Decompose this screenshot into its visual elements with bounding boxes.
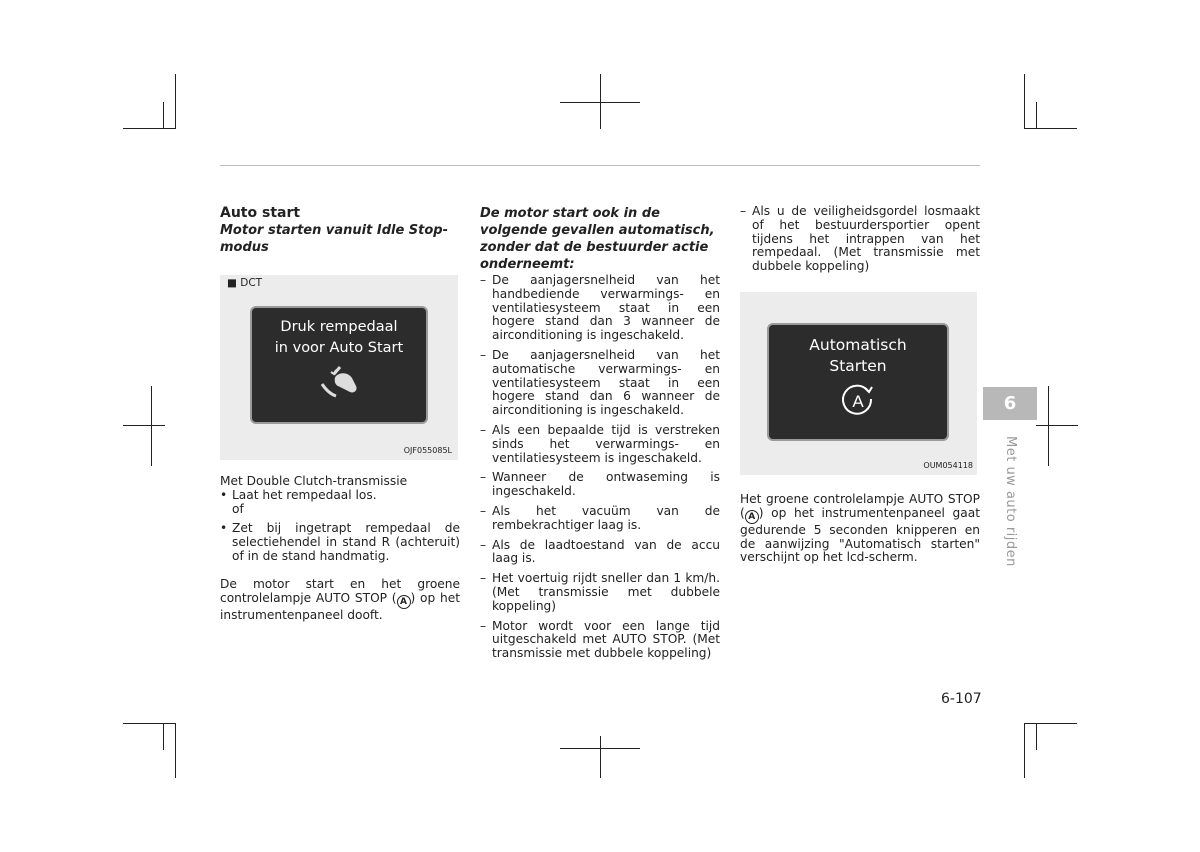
list-item: – Het voertuig rijdt sneller dan 1 km/h. (Met transmissie met dubbele koppeling): [480, 571, 720, 613]
list-item: – Als een bepaalde tijd is verstreken sinds het verwarmings- en ventilatiesysteem is ingeschakeld.: [480, 422, 720, 465]
figure-dct: [220, 275, 458, 460]
chapter-title: Met uw auto rijden: [1003, 436, 1018, 567]
closing-paragraph: Het groene controlelampje AUTO STOP ( A ) op het instrumentenpaneel gaat gedurende 5 seconden knipperen en de aanwijzing "Automatisch starten" verschijnt op het lcd-scherm.: [740, 491, 980, 565]
auto-start-icon: [838, 383, 878, 419]
foot-on-pedal-icon: [312, 362, 366, 402]
bullet-item: • Laat het rempedaal los.: [220, 487, 377, 502]
section-label: Met Double Clutch-transmissie: [220, 474, 408, 488]
page-number: 6-107: [941, 691, 982, 707]
figure-code: OJF055085L: [403, 446, 452, 456]
column-3: [740, 205, 980, 565]
auto-stop-icon: A: [397, 595, 411, 609]
bullet-marker: •: [220, 521, 228, 536]
figure-auto-start: [740, 292, 977, 475]
list-item: – Als het vacuüm van de rembekrachtiger laag is.: [480, 503, 720, 532]
display-screen: [767, 323, 949, 441]
list-item: – De aanjagersnelheid van het handbediende verwarmings- en ventilatiesysteem staat in een hogere stand dan 3 wanneer de airconditioning is ingeschakeld.: [480, 273, 720, 343]
auto-stop-icon: A: [745, 510, 759, 524]
screen-text-line2: in voor Auto Start: [274, 340, 404, 356]
section-heading: Auto start: [220, 205, 301, 221]
screen-text-line1: Automatisch: [809, 335, 907, 354]
display-screen: [250, 306, 428, 424]
svg-text:A: A: [852, 391, 864, 411]
closing-paragraph: De motor start en het groene controlelampje AUTO STOP ( A ) op het instrumentenpaneel dooft.: [220, 576, 460, 622]
figure-code: OUM054118: [923, 461, 973, 471]
section-heading: De motor start ook in de volgende gevallen automatisch, zonder dat de bestuurder actie onderneemt:: [480, 206, 715, 272]
list-item: – Wanneer de ontwaseming is ingeschakeld.: [480, 470, 720, 499]
figure-tag: ■ DCT: [227, 277, 263, 289]
list-item: – Als de laadtoestand van de accu laag is.: [480, 537, 720, 566]
column-2: [480, 205, 720, 667]
chapter-badge: 6: [983, 387, 1037, 420]
or-text: of: [232, 501, 244, 516]
section-subheading: Motor starten vanuit Idle Stop-modus: [220, 223, 449, 255]
column-1: [220, 205, 460, 622]
bullet-marker: •: [220, 487, 228, 502]
screen-text-line1: Druk rempedaal: [280, 319, 398, 335]
list-item: – De aanjagersnelheid van het automatische verwarmings- en ventilatiesysteem staat in een hogere stand dan 6 wanneer de airconditioning is ingeschakeld.: [480, 347, 720, 418]
screen-text-line2: Starten: [829, 356, 887, 375]
bullet-item: • Zet bij ingetrapt rempedaal de selectiehendel in stand R (achteruit) of in de stand handmatig.: [220, 521, 460, 563]
header-rule: [220, 165, 980, 166]
list-item: – Motor wordt voor een lange tijd uitgeschakeld met AUTO STOP. (Met transmissie met dubbele koppeling): [480, 618, 720, 661]
list-item: – Als u de veiligheidsgordel losmaakt of het bestuurdersportier opent tijdens het intrappen van het rempedaal. (Met transmissie met dubbele koppeling): [740, 204, 980, 274]
